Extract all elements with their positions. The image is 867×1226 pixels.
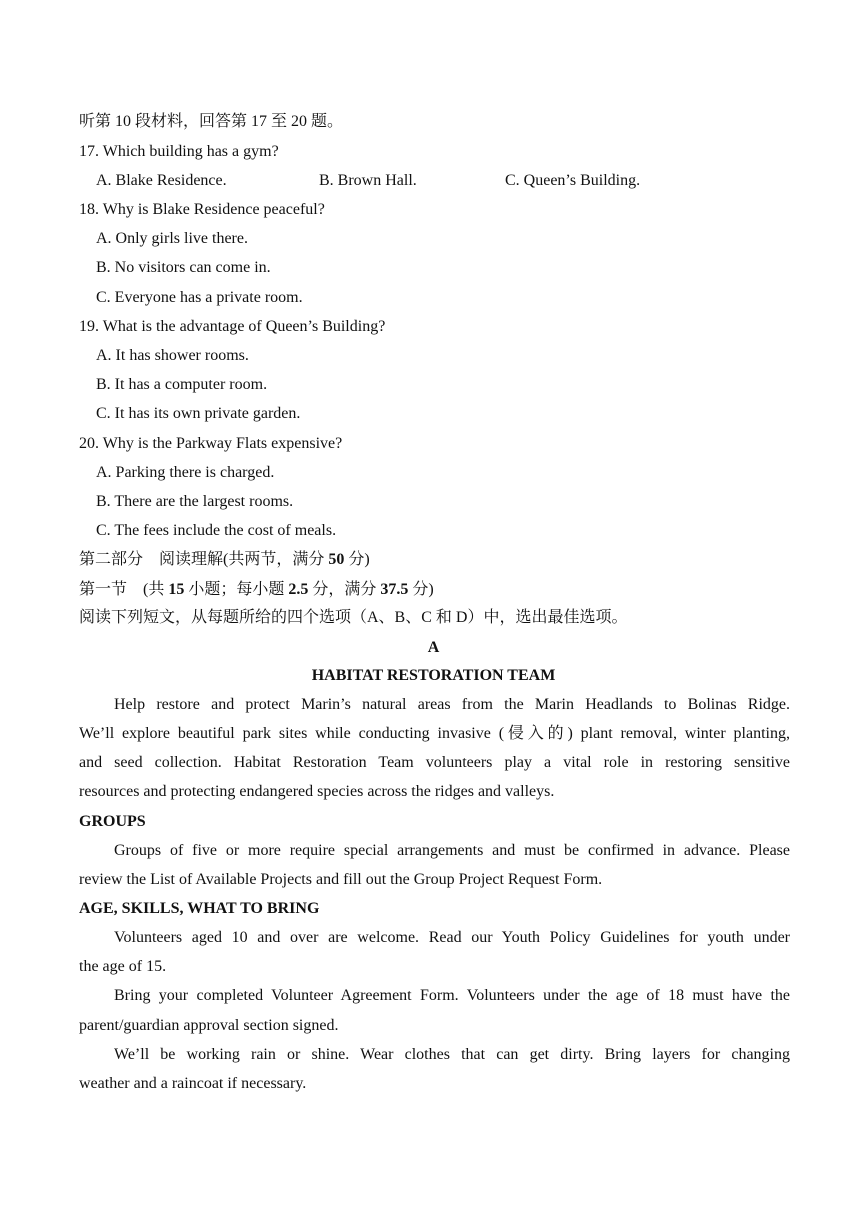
q18-option-c: C. Everyone has a private room.	[96, 289, 303, 306]
q19-option-a: A. It has shower rooms.	[96, 347, 249, 364]
paragraph-3-line-1: Volunteers aged 10 and over are welcome. Read our Youth Policy Guidelines for youth under	[114, 929, 790, 946]
q20-option-c: C. The fees include the cost of meals.	[96, 522, 337, 539]
paragraph-1-line-1: Help restore and protect Marin’s natural areas from the Marin Headlands to Bolinas Ridge.	[114, 696, 790, 713]
paragraph-1-line-2: We’ll explore beautiful park sites while conducting invasive (侵入的) plant removal, winter planting,	[79, 725, 790, 742]
paragraph-4-line-1: Bring your completed Volunteer Agreement Form. Volunteers under the age of 18 must have the	[114, 987, 790, 1004]
q17-option-c: C. Queen’s Building.	[505, 172, 641, 189]
question-20: 20. Why is the Parkway Flats expensive?	[79, 435, 343, 452]
age-skills-heading: AGE, SKILLS, WHAT TO BRING	[79, 900, 320, 917]
paragraph-1-line-4: resources and protecting endangered species across the ridges and valleys.	[79, 783, 555, 800]
q19-option-c: C. It has its own private garden.	[96, 405, 301, 422]
listening-intro: 听第 10 段材料，回答第 17 至 20 题。	[79, 113, 344, 130]
part-two-title: 第二部分 阅读理解(共两节，满分 50 分)	[79, 551, 370, 568]
passage-title: HABITAT RESTORATION TEAM	[311, 667, 556, 684]
paragraph-5-line-1: We’ll be working rain or shine. Wear clothes that can get dirty. Bring layers for changing	[114, 1046, 790, 1063]
q17-option-b: B. Brown Hall.	[319, 172, 417, 189]
groups-heading: GROUPS	[79, 813, 146, 830]
paragraph-1-line-3: and seed collection. Habitat Restoration Team volunteers play a vital role in restoring sensitive	[79, 754, 790, 771]
passage-letter: A	[427, 639, 440, 656]
question-18: 18. Why is Blake Residence peaceful?	[79, 201, 325, 218]
q20-option-a: A. Parking there is charged.	[96, 464, 275, 481]
q18-option-a: A. Only girls live there.	[96, 230, 248, 247]
q19-option-b: B. It has a computer room.	[96, 376, 268, 393]
q20-option-b: B. There are the largest rooms.	[96, 493, 294, 510]
paragraph-2-line-1: Groups of five or more require special arrangements and must be confirmed in advance. Please	[114, 842, 790, 859]
q17-option-a: A. Blake Residence.	[96, 172, 227, 189]
question-19: 19. What is the advantage of Queen’s Building?	[79, 318, 386, 335]
paragraph-2-line-2: review the List of Available Projects and fill out the Group Project Request Form.	[79, 871, 603, 888]
reading-instruction: 阅读下列短文，从每题所给的四个选项（A、B、C 和 D）中，选出最佳选项。	[79, 609, 628, 626]
section-one-title: 第一节 (共 15 小题；每小题 2.5 分，满分 37.5 分)	[79, 581, 434, 598]
question-17: 17. Which building has a gym?	[79, 143, 279, 160]
paragraph-3-line-2: the age of 15.	[79, 958, 167, 975]
paragraph-4-line-2: parent/guardian approval section signed.	[79, 1017, 339, 1034]
paragraph-5-line-2: weather and a raincoat if necessary.	[79, 1075, 307, 1092]
q18-option-b: B. No visitors can come in.	[96, 259, 271, 276]
